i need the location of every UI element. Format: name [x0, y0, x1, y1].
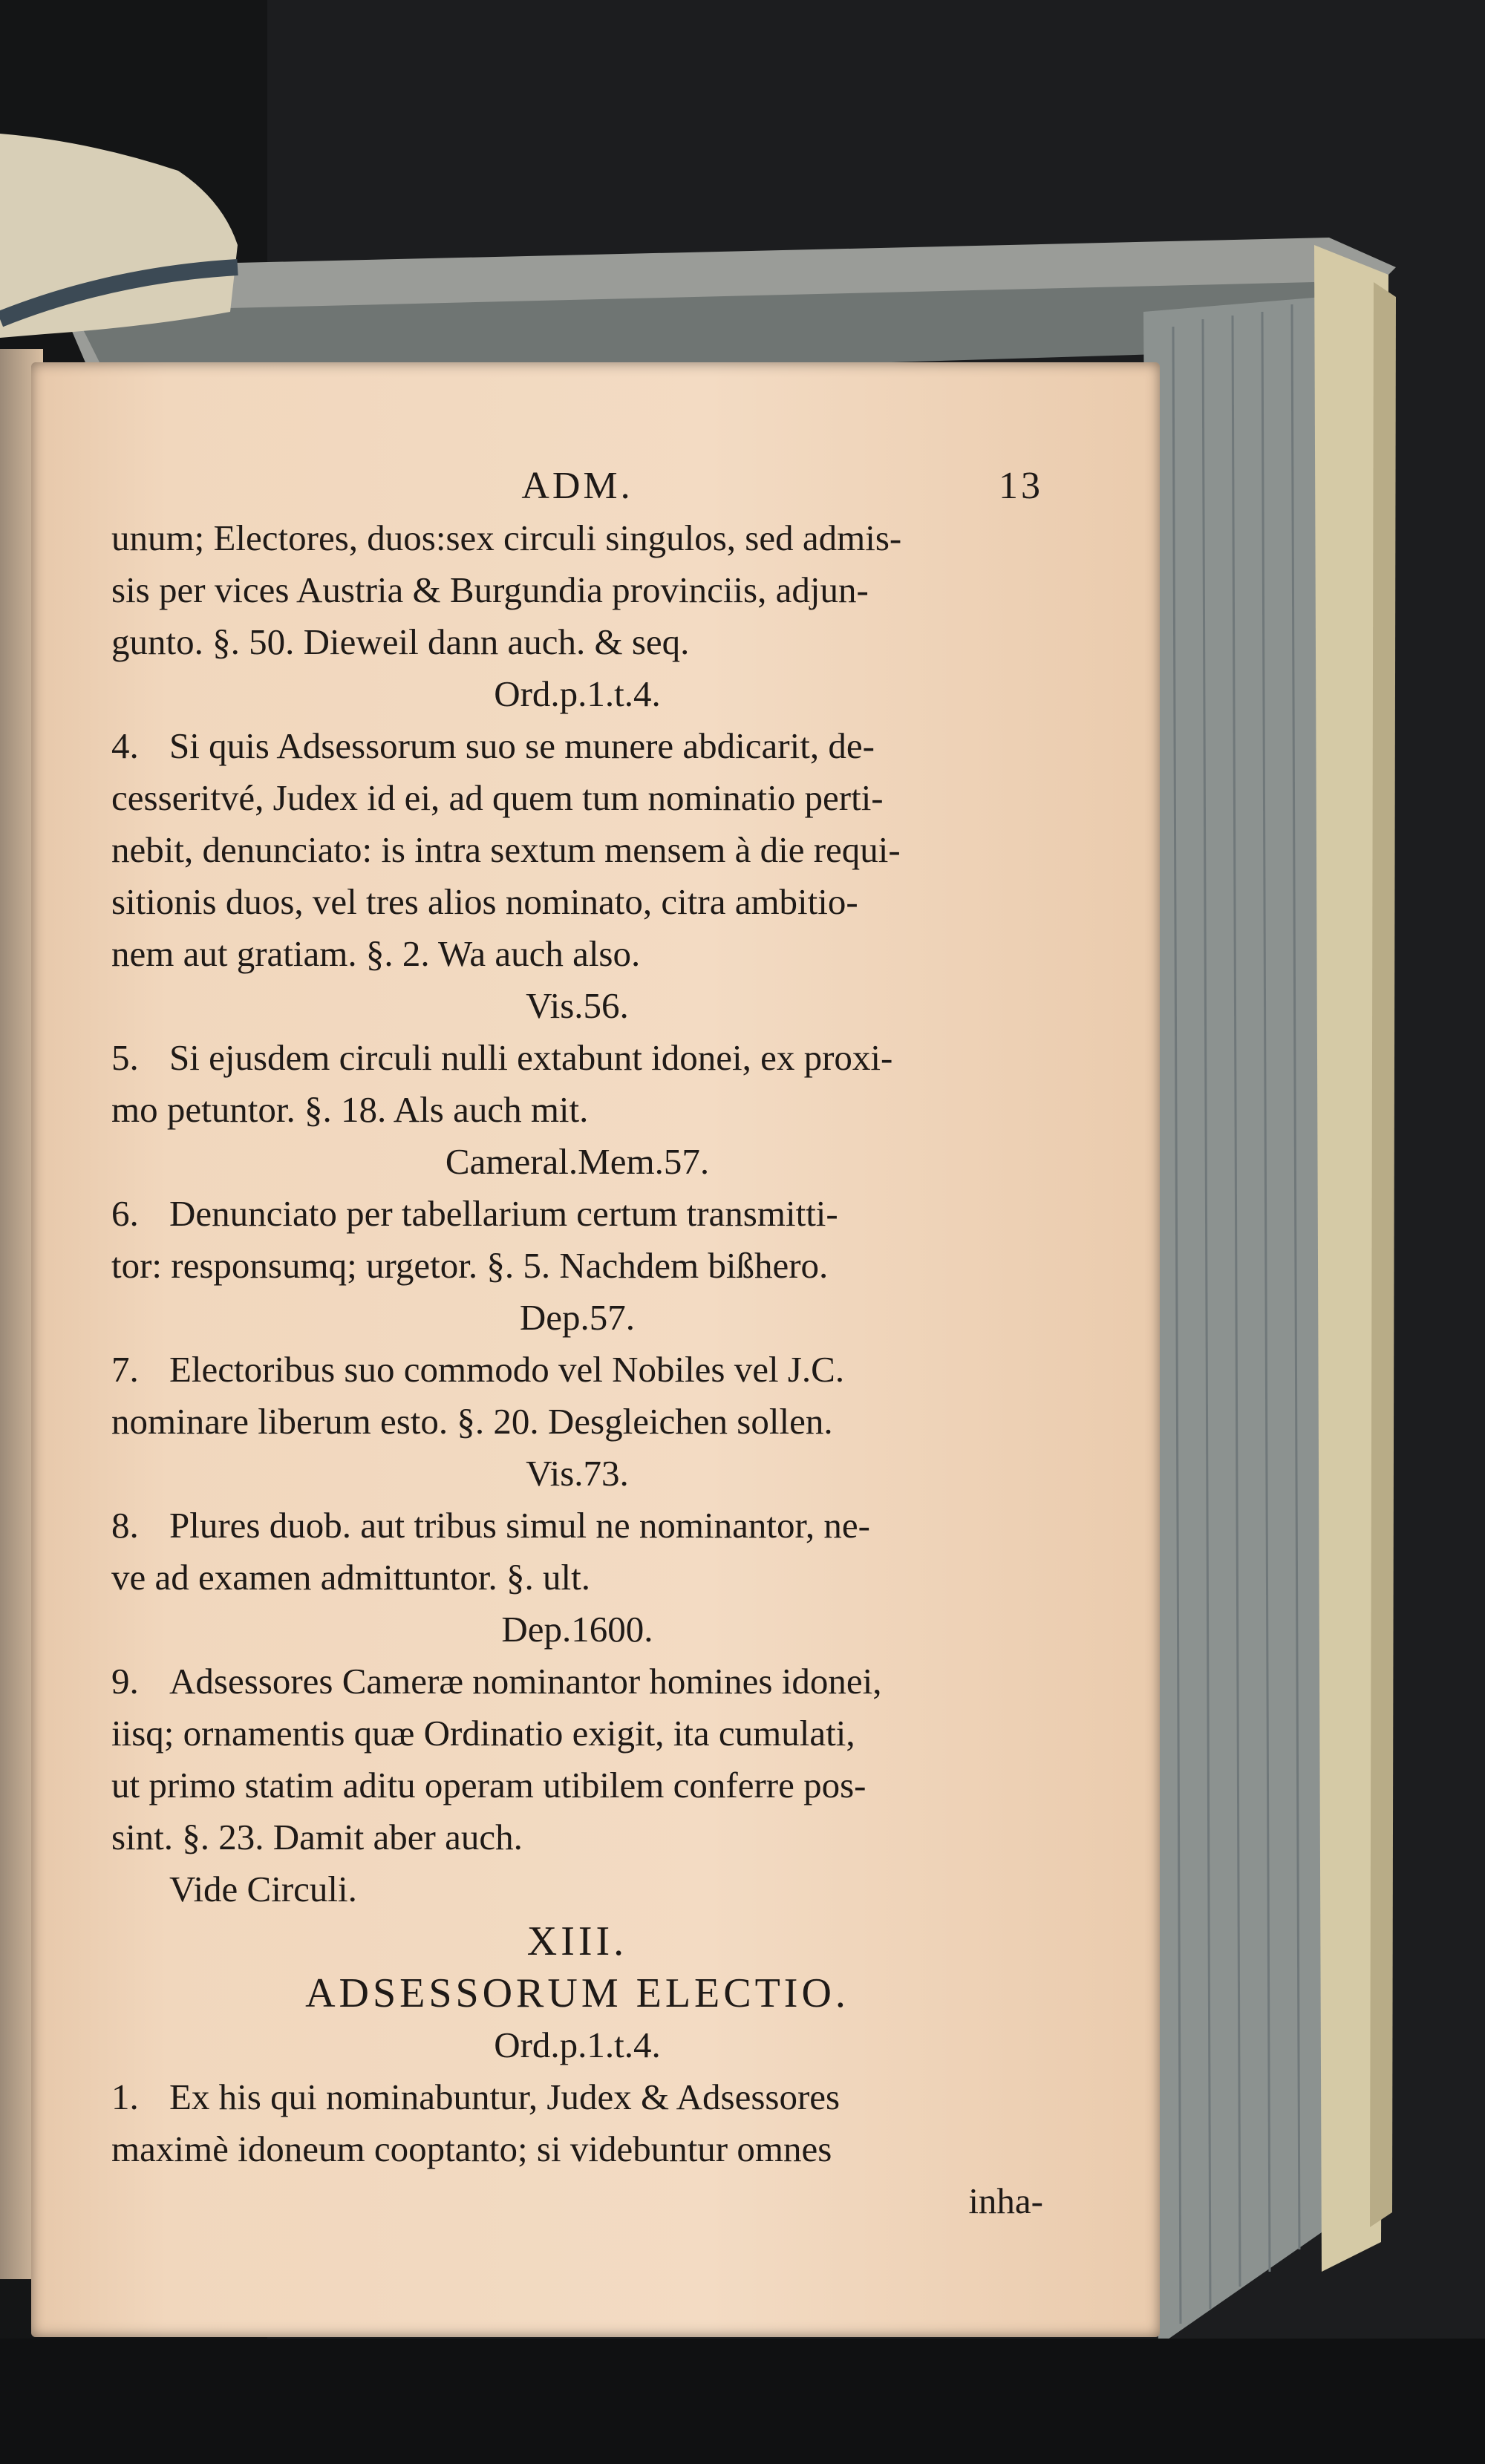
- text-line: ve ad examen admittuntor. §. ult.: [111, 1557, 591, 1598]
- text-line: Plures duob. aut tribus simul ne nominantor, ne-: [169, 1505, 870, 1546]
- paragraph-8: [111, 1500, 1043, 1552]
- text-line: nem aut gratiam. §. 2. Wa auch also.: [111, 933, 641, 974]
- citation-line: Ord.p.1.t.4.: [494, 673, 661, 714]
- text-line: maximè idoneum cooptanto; si videbuntur omnes: [111, 2128, 832, 2169]
- paragraph-4: [111, 720, 1043, 772]
- text-line: nominare liberum esto. §. 20. Desgleichen sollen.: [111, 1401, 833, 1442]
- paragraph-number: 5.: [111, 1037, 139, 1078]
- citation-line: Dep.1600.: [501, 1609, 653, 1650]
- paragraph-number: 9.: [111, 1661, 139, 1702]
- text-line: ut primo statim aditu operam utibilem conferre pos-: [111, 1765, 866, 1805]
- text-line: Si quis Adsessorum suo se munere abdicarit, de-: [169, 725, 875, 766]
- paragraph-number: 4.: [111, 725, 139, 766]
- section-number: XIII.: [526, 1918, 628, 1964]
- text-line: Electoribus suo commodo vel Nobiles vel J.C.: [169, 1349, 845, 1390]
- page-number: 13: [999, 465, 1043, 507]
- text-line: Denunciato per tabellarium certum transmitti-: [169, 1193, 838, 1234]
- text-line: sis per vices Austria & Burgundia provinciis, adjun-: [111, 569, 869, 610]
- text-line: tor: responsumq; urgetor. §. 5. Nachdem bißhero.: [111, 1245, 829, 1286]
- text-line: mo petuntor. §. 18. Als auch mit.: [111, 1089, 589, 1130]
- paragraph-5: [111, 1032, 1043, 1084]
- paragraph-1: [111, 2071, 1043, 2123]
- paragraph-number: 8.: [111, 1505, 139, 1546]
- paragraph-number: 7.: [111, 1349, 139, 1390]
- citation-line: Dep.57.: [519, 1297, 636, 1338]
- text-line: iisq; ornamentis quæ Ordinatio exigit, ita cumulati,: [111, 1713, 855, 1754]
- citation-line: Vis.56.: [526, 985, 629, 1026]
- citation-line: Cameral.Mem.57.: [445, 1141, 710, 1182]
- paragraph-6: [111, 1188, 1043, 1240]
- catchword: inha-: [968, 2180, 1043, 2221]
- text-line: Si ejusdem circuli nulli extabunt idonei, ex proxi-: [169, 1037, 893, 1078]
- text-line: Adsessores Cameræ nominantor homines idonei,: [169, 1661, 882, 1702]
- cross-reference: Vide Circuli.: [169, 1869, 357, 1909]
- text-line: sitionis duos, vel tres alios nominato, citra ambitio-: [111, 881, 858, 922]
- paragraph-9: [111, 1656, 1043, 1708]
- text-line: sint. §. 23. Damit aber auch.: [111, 1817, 523, 1857]
- citation-line: Vis.73.: [526, 1453, 629, 1494]
- paragraph-number: 6.: [111, 1193, 139, 1234]
- citation-line: Ord.p.1.t.4.: [494, 2025, 661, 2065]
- text-line: unum; Electores, duos:sex circuli singulos, sed admis-: [111, 517, 902, 558]
- running-head: ADM.: [521, 465, 633, 507]
- section-heading: ADSESSORUM ELECTIO.: [305, 1970, 849, 2016]
- running-head-line: [111, 460, 1043, 512]
- paragraph-number: 1.: [111, 2076, 139, 2117]
- text-line: nebit, denunciato: is intra sextum mensem à die requi-: [111, 829, 901, 870]
- text-line: gunto. §. 50. Dieweil dann auch. & seq.: [111, 621, 690, 662]
- paragraph-7: [111, 1344, 1043, 1396]
- text-line: Ex his qui nominabuntur, Judex & Adsessores: [169, 2076, 841, 2117]
- page-text: [111, 460, 1043, 2227]
- text-line: cesseritvé, Judex id ei, ad quem tum nominatio perti-: [111, 777, 884, 818]
